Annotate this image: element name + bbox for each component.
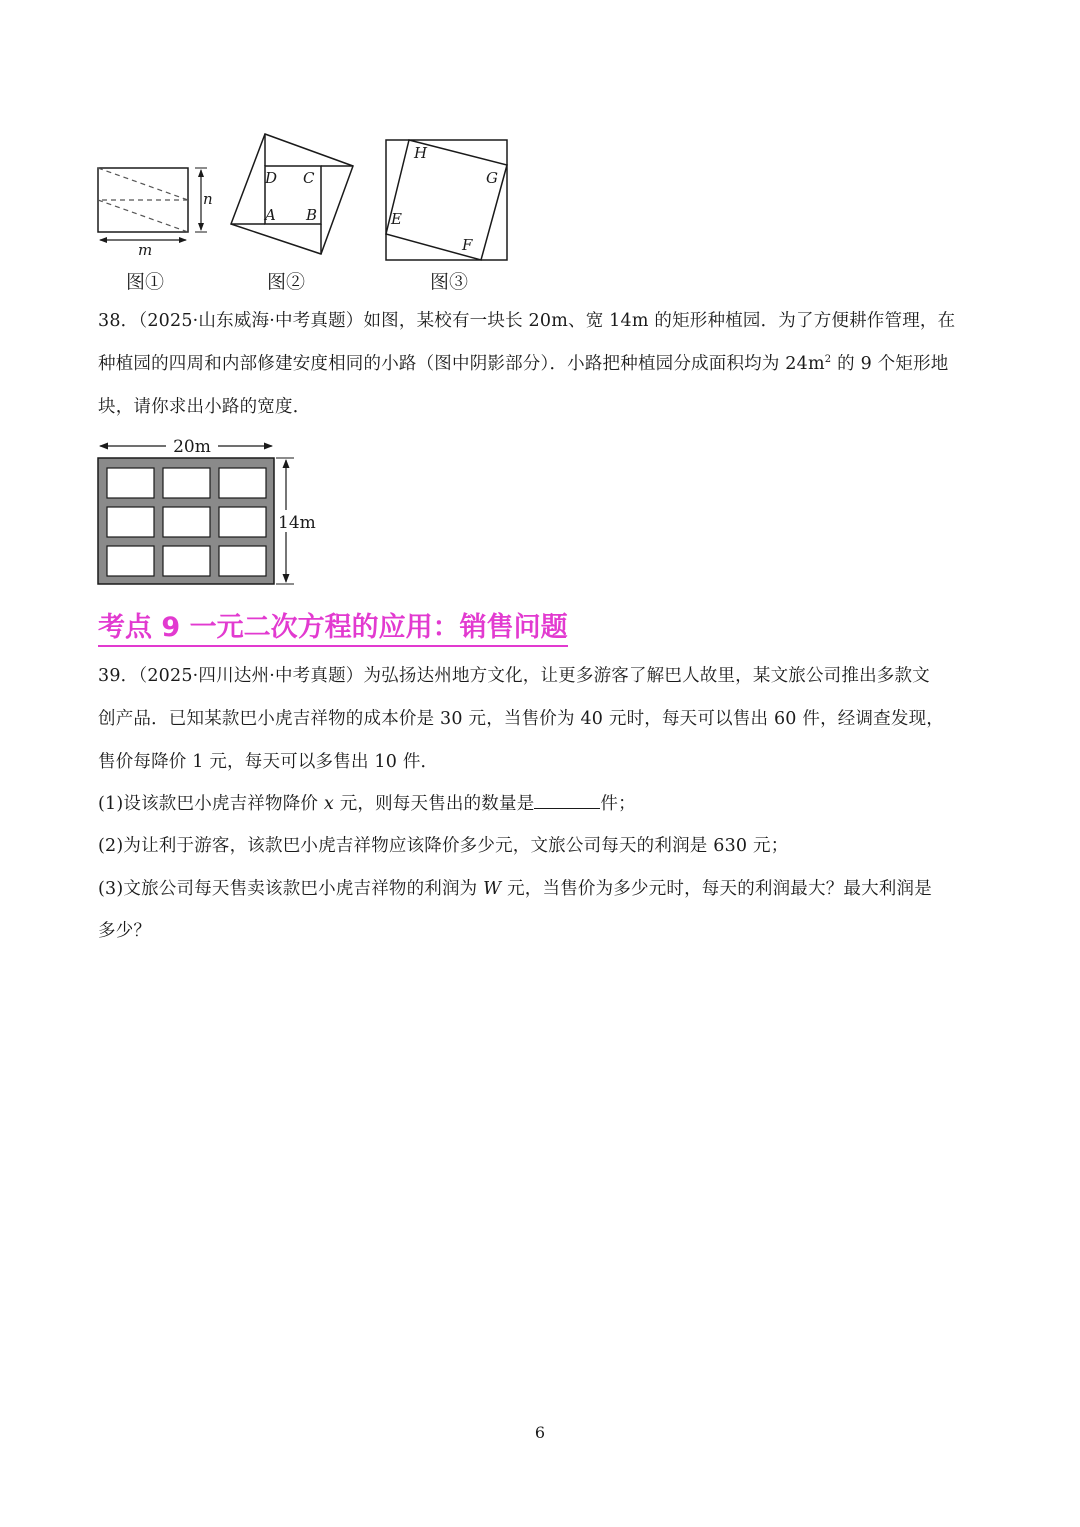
fig3-F-label: F	[462, 236, 473, 254]
section-title: 考点 9 一元二次方程的应用：销售问题	[98, 605, 568, 647]
figure-1	[94, 160, 219, 260]
q38-area-superscript: 2	[824, 354, 832, 366]
fig2-D-label: D	[265, 169, 278, 187]
fig2-A-label: A	[265, 206, 276, 224]
q39-part-1-mid: 元，则每天售出的数量是	[333, 794, 535, 814]
q38-garden-figure	[94, 432, 324, 592]
fig3-H-label: H	[414, 144, 428, 162]
q39-line-1: 39．（2025·四川达州·中考真题）为弘扬达州地方文化，让更多游客了解巴人故里，某文旅公司推出多款文	[98, 666, 930, 686]
q38-height-label: 14m	[278, 513, 316, 533]
figure-2-caption: 图②	[267, 271, 306, 293]
q39-line-3: 售价每降价 1 元，每天可以多售出 10 件．	[98, 752, 439, 772]
q39-part-3-post: 元，当售价为多少元时，每天的利润最大？最大利润是	[501, 879, 932, 899]
figure-3-caption: 图③	[430, 271, 469, 293]
fig1-m-label: m	[138, 241, 153, 259]
fig2-C-label: C	[303, 169, 315, 187]
q38-line-2-post: 的 9 个矩形地	[831, 354, 949, 374]
q39-part-1-pre: (1)设该款巴小虎吉祥物降价	[98, 794, 324, 814]
q39-part-1	[98, 790, 636, 815]
figure-1-caption: 图①	[126, 271, 165, 293]
q39-part-3	[98, 875, 932, 900]
q38-line-2-pre: 种植园的四周和内部修建安度相同的小路（图中阴影部分）．小路把种植园分成面积均为 24m	[98, 354, 825, 374]
q38-line-1: 38．（2025·山东威海·中考真题）如图，某校有一块长 20m、宽 14m 的矩形种植园．为了方便耕作管理，在	[98, 311, 956, 331]
q39-part-1-post: 件；	[600, 794, 636, 814]
q39-part-3-pre: (3)文旅公司每天售卖该款巴小虎吉祥物的利润为	[98, 879, 484, 899]
q38-width-label: 20m	[173, 437, 211, 457]
q39-variable-w: W	[483, 879, 502, 899]
figure-3	[383, 137, 511, 263]
fig1-n-label: n	[203, 190, 213, 208]
q39-variable-x: x	[323, 794, 334, 814]
q39-part-3-line-2: 多少？	[98, 921, 152, 941]
q38-line-3: 块，请你求出小路的宽度．	[98, 397, 311, 417]
fig3-E-label: E	[391, 210, 402, 228]
q38-line-2	[98, 350, 948, 375]
q39-part-2: (2)为让利于游客，该款巴小虎吉祥物应该降价多少元，文旅公司每天的利润是 630 元；	[98, 836, 789, 856]
q39-line-2: 创产品．已知某款巴小虎吉祥物的成本价是 30 元，当售价为 40 元时，每天可以售出 60 件，经调查发现，	[98, 709, 944, 729]
figure-2	[225, 128, 360, 258]
page-number: 6	[534, 1423, 546, 1442]
answer-blank	[534, 790, 600, 809]
fig3-G-label: G	[486, 169, 498, 187]
fig2-B-label: B	[306, 206, 318, 224]
